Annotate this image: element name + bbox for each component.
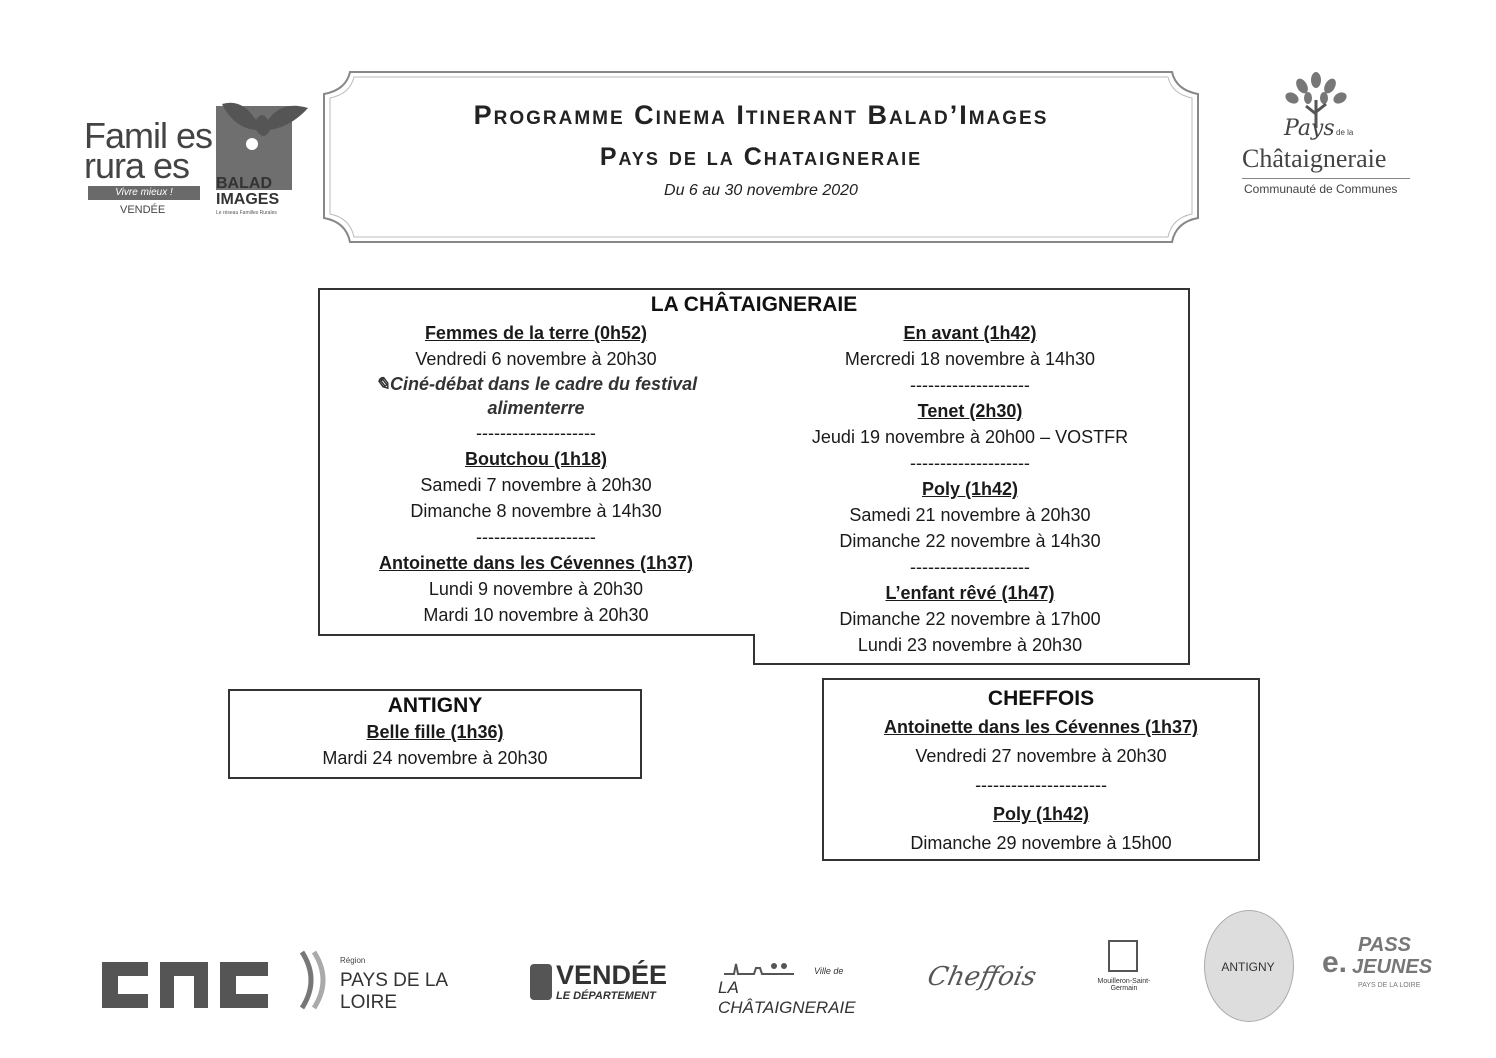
pays-logo-subtitle: Communauté de Communes xyxy=(1244,182,1398,196)
skyline-icon xyxy=(724,960,794,976)
pays-chataigneraie-logo xyxy=(1236,70,1416,210)
leaf-icon: ✎ xyxy=(374,374,390,394)
vendee-name: VENDÉE xyxy=(556,960,668,990)
film-title: Boutchou (1h18) xyxy=(465,449,607,469)
cheffois-content xyxy=(824,684,1258,858)
separator: -------------------- xyxy=(910,375,1030,395)
region-mark-icon xyxy=(298,950,334,1010)
pass-line1: PASS xyxy=(1358,934,1411,956)
cheffois-logo xyxy=(924,958,1039,998)
familles-rurales-logo xyxy=(84,96,314,226)
film-title: Poly (1h42) xyxy=(992,804,1090,824)
separator: -------------------- xyxy=(476,423,596,443)
chataigneraie-left-column xyxy=(336,320,736,628)
cheffois-signature: Cheffois xyxy=(924,962,1039,992)
event-note-text: Ciné-débat dans le cadre du festival alimenterre xyxy=(390,374,698,418)
venue-title-antigny: ANTIGNY xyxy=(387,694,483,717)
separator: ---------------------- xyxy=(975,775,1107,795)
date-range: Du 6 au 30 novembre 2020 xyxy=(664,182,858,199)
familles-region: VENDÉE xyxy=(120,204,166,216)
vendee-departement-logo xyxy=(530,960,670,1006)
venue-box-cheffois xyxy=(822,678,1260,861)
event-note xyxy=(336,372,736,420)
showtime: Samedi 21 novembre à 20h30 xyxy=(849,505,1091,525)
film-title: Belle fille (1h36) xyxy=(366,722,504,742)
vendee-subtitle: LE DÉPARTEMENT xyxy=(556,990,656,1002)
antigny-logo xyxy=(1204,910,1294,1022)
region-name: PAYS DE LA LOIRE xyxy=(340,970,448,1013)
cnc-logo xyxy=(98,958,272,1012)
region-label: Région xyxy=(340,956,366,965)
venue-box-antigny xyxy=(228,689,642,779)
pass-line2: JEUNES xyxy=(1352,956,1433,978)
page-subtitle: Pays de la Chataigneraie xyxy=(599,143,923,171)
antigny-label: ANTIGNY xyxy=(1221,960,1275,974)
page-title: Programme Cinema Itinerant Balad’Images xyxy=(473,100,1049,130)
showtime: Vendredi 6 novembre à 20h30 xyxy=(415,349,657,369)
film-title: Antoinette dans les Cévennes (1h37) xyxy=(378,553,694,573)
showtime: Lundi 23 novembre à 20h30 xyxy=(857,635,1083,655)
showtime: Vendredi 27 novembre à 20h30 xyxy=(915,746,1167,766)
showtime: Dimanche 29 novembre à 15h00 xyxy=(910,833,1172,853)
film-title: Femmes de la terre (0h52) xyxy=(424,323,648,343)
pays-logo-dela: de la xyxy=(1336,128,1354,137)
showtime: Dimanche 22 novembre à 14h30 xyxy=(839,531,1101,551)
pass-subtitle: PAYS DE LA LOIRE xyxy=(1358,982,1421,989)
bird-icon xyxy=(212,96,312,166)
film-title: Poly (1h42) xyxy=(921,479,1019,499)
familles-slogan: Vivre mieux ! xyxy=(88,186,200,200)
showtime: Mardi 10 novembre à 20h30 xyxy=(423,605,649,625)
antigny-content xyxy=(230,693,640,771)
venue-title-chataigneraie: LA CHÂTAIGNERAIE xyxy=(650,293,858,316)
familles-logo-line2: rura es xyxy=(84,145,190,186)
pays-logo-word: Pays xyxy=(1284,116,1335,141)
chataigneraie-right-column xyxy=(770,320,1170,658)
showtime: Mardi 24 novembre à 20h30 xyxy=(322,748,548,768)
pays-logo-name: Châtaigneraie xyxy=(1242,144,1387,173)
balad-small-text: Le réseau Familles Rurales xyxy=(216,210,277,216)
pass-jeunes-logo xyxy=(1322,932,1432,1002)
pass-e: e. xyxy=(1322,946,1348,979)
showtime: Jeudi 19 novembre à 20h00 – VOSTFR xyxy=(811,427,1129,447)
showtime: Lundi 9 novembre à 20h30 xyxy=(428,579,644,599)
separator: -------------------- xyxy=(910,453,1030,473)
showtime: Dimanche 22 novembre à 17h00 xyxy=(839,609,1101,629)
familles-logo-line1: Famil es xyxy=(84,115,213,156)
heart-icon xyxy=(530,964,552,1000)
divider xyxy=(1242,178,1410,179)
ville-name: LA CHÂTAIGNERAIE xyxy=(718,978,856,1017)
separator: -------------------- xyxy=(910,557,1030,577)
balad-logo-line1: BALAD xyxy=(216,175,272,192)
film-title: L’enfant rêvé (1h47) xyxy=(885,583,1055,603)
pays-de-la-loire-logo xyxy=(298,950,498,1013)
film-title: En avant (1h42) xyxy=(903,323,1037,343)
showtime: Mercredi 18 novembre à 14h30 xyxy=(844,349,1096,369)
ville-chataigneraie-logo xyxy=(718,960,858,1017)
mouilleron-logo xyxy=(1094,940,1154,1012)
showtime: Dimanche 8 novembre à 14h30 xyxy=(410,501,662,521)
balad-logo-line2: IMAGES xyxy=(216,191,280,208)
crest-icon xyxy=(1108,940,1138,972)
film-title: Tenet (2h30) xyxy=(917,401,1023,421)
showtime: Samedi 7 novembre à 20h30 xyxy=(420,475,652,495)
cnc-logo-graphic xyxy=(98,958,272,1012)
mouilleron-name: Mouilleron-Saint-Germain xyxy=(1097,978,1151,992)
venue-title-cheffois: CHEFFOIS xyxy=(987,687,1095,710)
film-title: Antoinette dans les Cévennes (1h37) xyxy=(883,717,1199,737)
ville-label: Ville de xyxy=(814,966,844,976)
separator: -------------------- xyxy=(476,527,596,547)
